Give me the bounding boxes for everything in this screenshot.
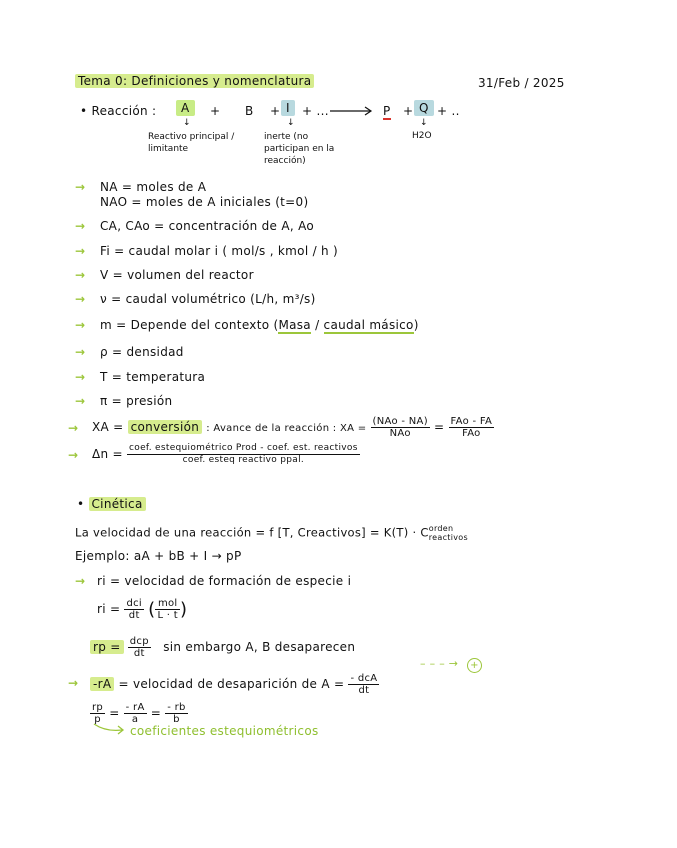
def-delta-n: Δn = $\frac{\text{coef. estequiométrico Prod - coef. est. reactivos}}{\text{coef. esteq reactivo ppal.}}$ (92, 443, 358, 465)
ri-definition: ri = velocidad de formación de especie i (97, 574, 352, 588)
ra-formula: -rA = velocidad de desaparición de A = $\frac{\text{- dcA}}{dt}$ (90, 673, 379, 696)
bullet-arrow-icon: → (75, 345, 86, 359)
plus-sign: + (270, 104, 281, 118)
def-fi: Fi = caudal molar i ( mol/s , kmol / h ) (100, 244, 339, 258)
species-I: I (281, 101, 295, 115)
reaction-tail: + .. (437, 104, 460, 118)
def-ca: CA, CAo = concentración de A, Ao (100, 219, 315, 233)
page-date: 31/Feb / 2025 (478, 76, 565, 90)
reaction-rest: + ... (302, 104, 329, 118)
bullet-arrow-icon: → (75, 292, 86, 306)
bracket-arrow-icon (92, 722, 132, 738)
note-water: H2O (412, 131, 432, 141)
ri-formula: ri = $\frac{\text{dci}}{dt}$ ( $\frac{\text{mol}}{L \cdot t}$ ) (97, 598, 188, 621)
note-reactivo-principal: Reactivo principal / limitante (148, 132, 235, 154)
plus-circle-icon: + (467, 658, 482, 673)
bullet-arrow-icon: → (75, 180, 86, 194)
def-m: m = Depende del contexto (Masa / caudal másico) (100, 318, 419, 332)
bullet-arrow-icon: → (68, 676, 79, 690)
bullet-arrow-icon: → (68, 421, 79, 435)
page-title: Tema 0: Definiciones y nomenclatura (75, 74, 314, 88)
bullet-arrow-icon: → (68, 448, 79, 462)
dashed-arrow-icon: – – – → (420, 657, 459, 670)
coef-note: coeficientes estequiométricos (130, 724, 319, 738)
plus-sign: + (210, 104, 221, 118)
example-reaction: Ejemplo: aA + bB + I → pP (75, 549, 242, 563)
def-rho: ρ = densidad (100, 345, 184, 359)
bullet-arrow-icon: → (75, 244, 86, 258)
down-arrow-icon: ↓ (287, 118, 295, 128)
section-title-cinetica: • Cinética (77, 497, 146, 511)
reaction-arrow-icon (330, 105, 376, 117)
species-P: P (383, 104, 391, 118)
note-inertes: inerte (no participan en la reacción) (264, 132, 335, 166)
rate-definition: La velocidad de una reacción = f [T, Creactivos] = K(T) · C orden reactivos (75, 524, 468, 542)
def-na: NA = moles de A (100, 180, 207, 194)
bullet-arrow-icon: → (75, 219, 86, 233)
def-pressure: π = presión (100, 394, 173, 408)
rate-relation: $\frac{rp}{p}$ = $\frac{- rA}{a}$ = $\frac{- rb}{b}$ (92, 702, 186, 725)
species-A: A (176, 101, 195, 115)
def-volume: V = volumen del reactor (100, 268, 254, 282)
down-arrow-icon: ↓ (420, 118, 428, 128)
bullet-arrow-icon: → (75, 370, 86, 384)
def-temperature: T = temperatura (100, 370, 206, 384)
down-arrow-icon: ↓ (183, 118, 191, 128)
def-nao: NAO = moles de A iniciales (t=0) (100, 195, 309, 209)
bullet-arrow-icon: → (75, 268, 86, 282)
bullet-arrow-icon: → (75, 394, 86, 408)
rp-formula: rp = $\frac{\text{dcp}}{dt}$ sin embargo A, B desaparecen (90, 636, 355, 659)
reaction-label: • Reacción : (80, 104, 157, 118)
species-Q: Q (414, 101, 434, 115)
bullet-arrow-icon: → (75, 574, 86, 588)
species-B: B (245, 104, 254, 118)
def-conversion: XA = conversión : Avance de la reacción : XA = $\frac{\text{(NAo - NA)}}{\text{NAo}}$ = $\frac{\text{FAo - FA}}{\text{FAo}}$ (92, 416, 493, 439)
bullet-arrow-icon: → (75, 318, 86, 332)
def-nu: ν = caudal volumétrico (L/h, m³/s) (100, 292, 316, 306)
plus-sign: + (403, 104, 414, 118)
